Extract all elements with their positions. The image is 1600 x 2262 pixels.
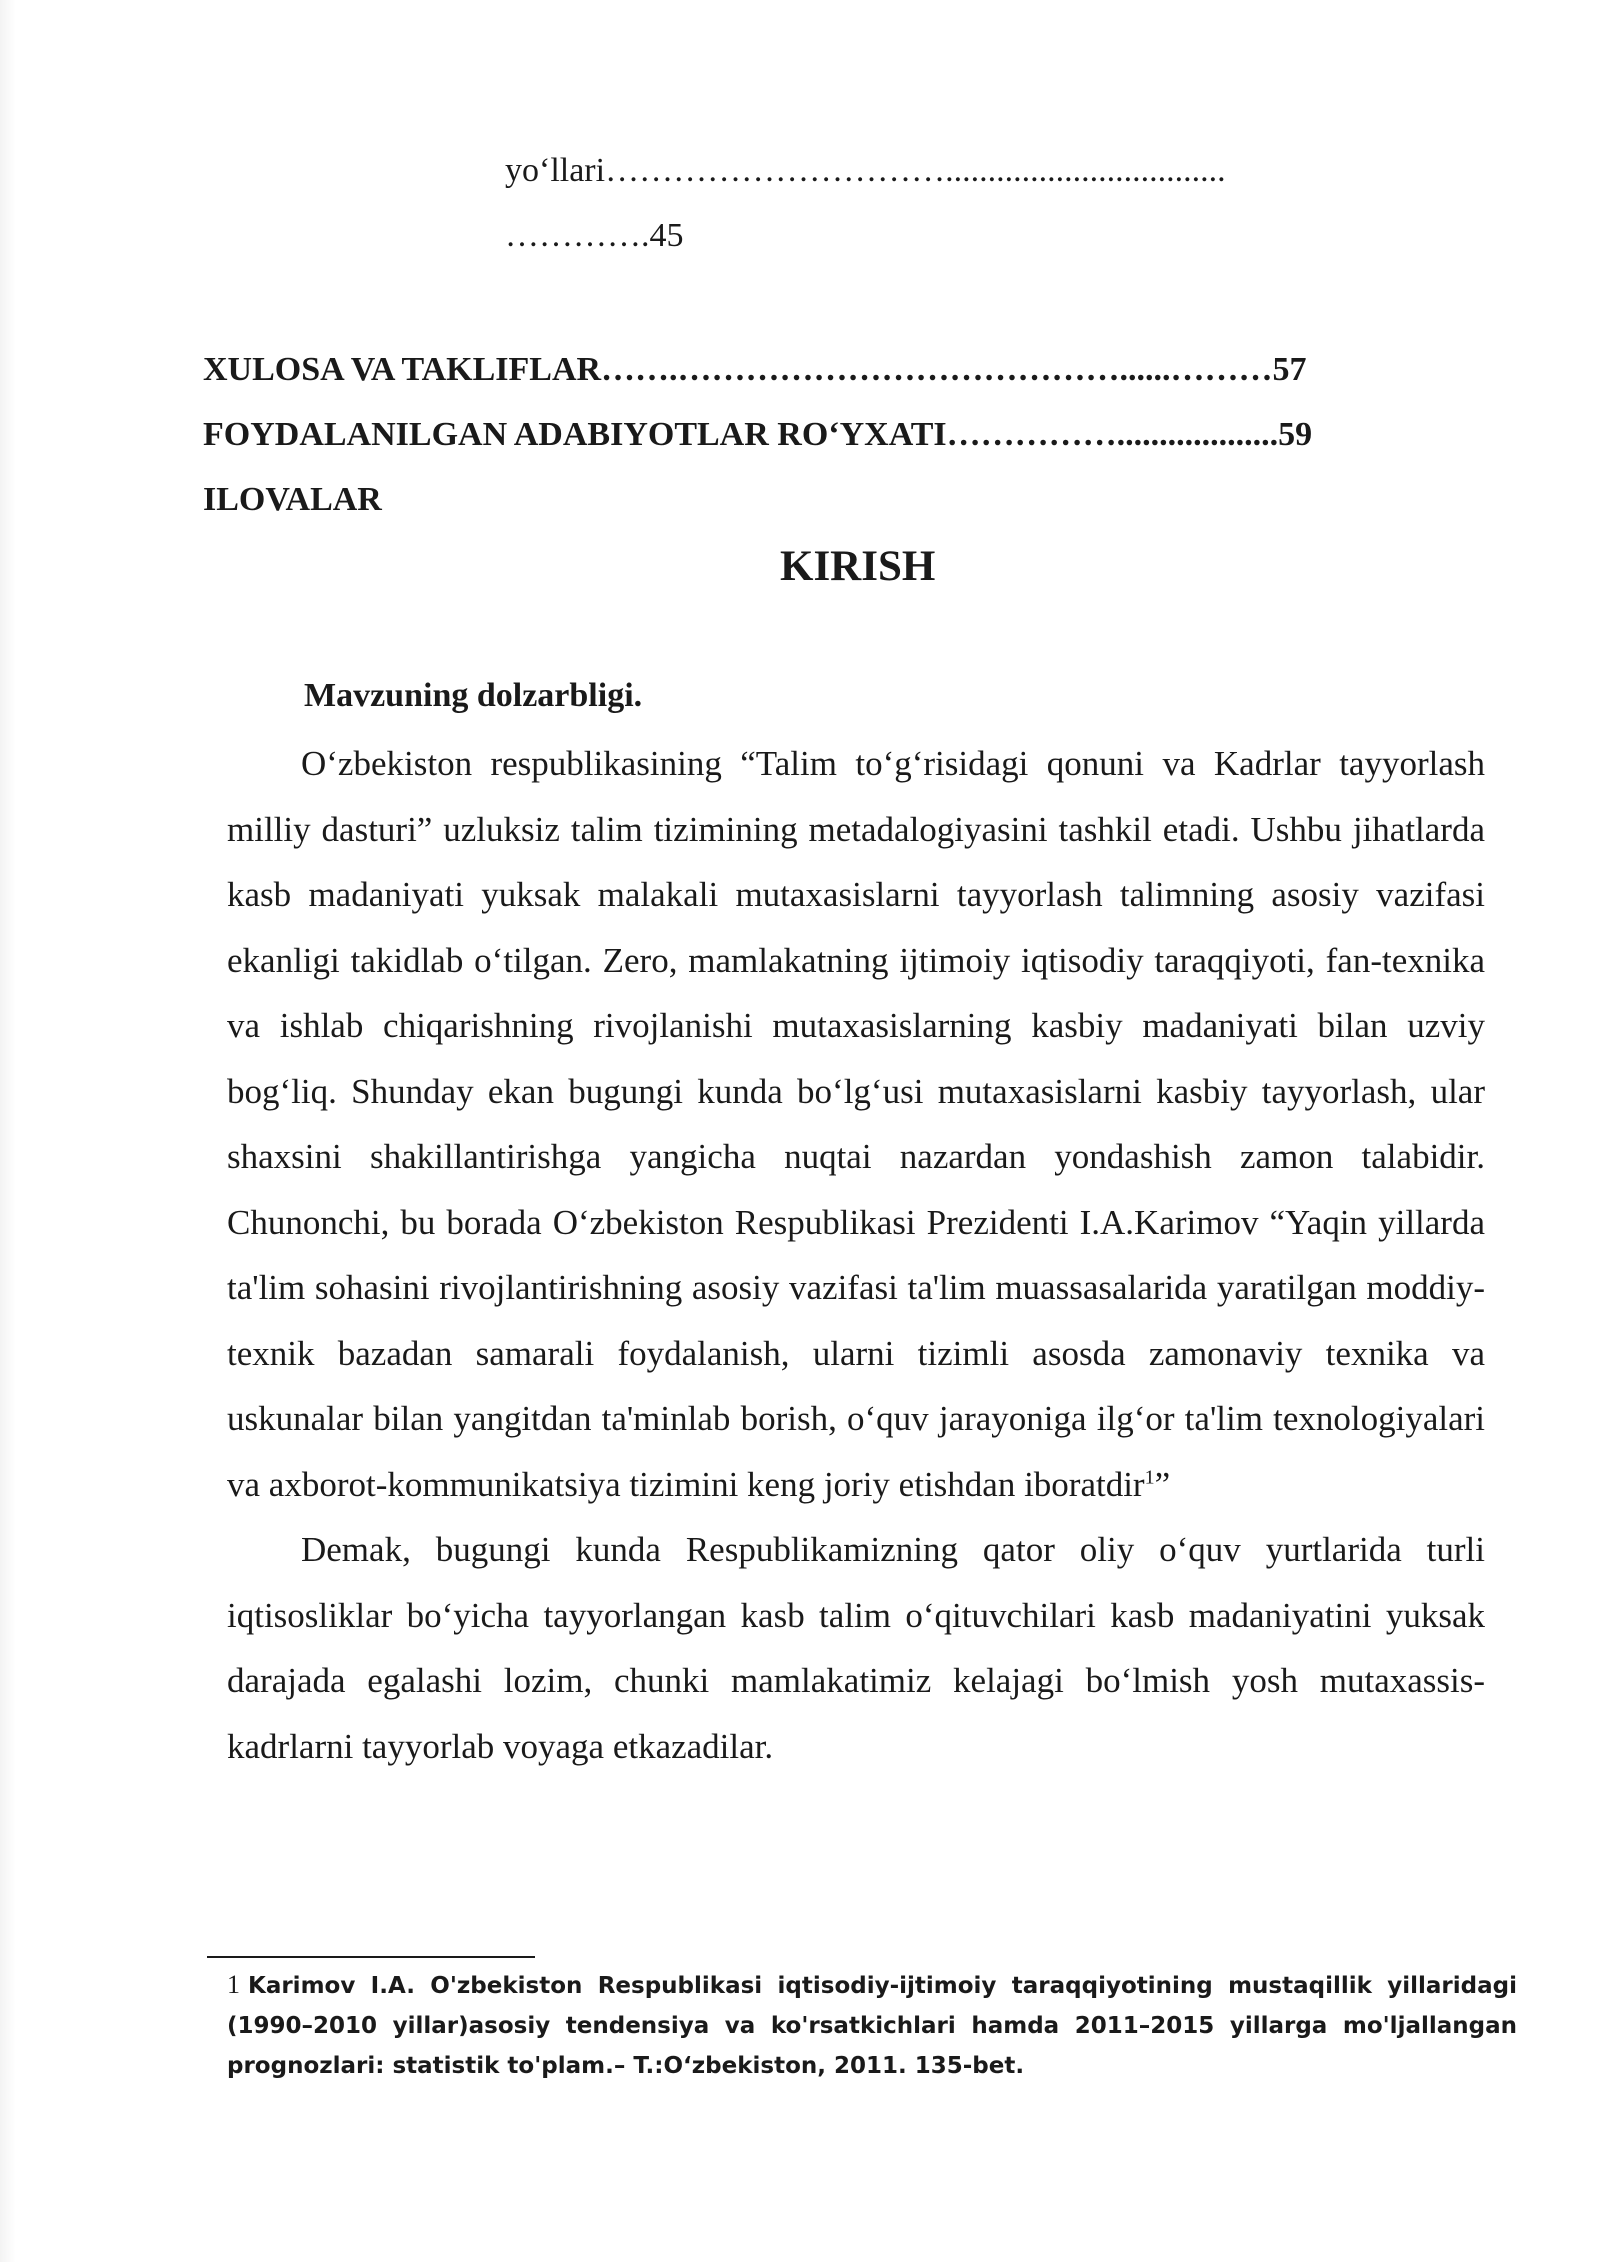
paragraph-1-text: O‘zbekiston respublikasining “Talim to‘g‘risidagi qonuni va Kadrlar tayyorlash milliy dasturi” uzluksiz talim tizimining metadalogiyasini tashkil etadi. Ushbu jihatlarda kasb madaniyati yuksak malakali mutaxasislarni tayyorlash talimning asosiy vazifasi ekanligi takidlab o‘tilgan. Zero, mamlakatning ijtimoiy iqtisodiy taraqqiyoti, fan-texnika va ishlab chiqarishning rivojlanishi mutaxasislarning kasbiy madaniyati bilan uzviy bog‘liq. Shunday ekan bugungi kunda bo‘lg‘usi mutaxasislarni kasbiy tayyorlash, ular shaxsini shakillantirishga yangicha nuqtai nazardan yondashish zamon talabidir. Chunonchi, bu borada O‘zbekiston Respublikasi Prezidenti I.A.Karimov “Yaqin yillarda ta'lim sohasini rivojlantirishning asosiy vazifasi ta'lim muassasalarida yaratilgan moddiy-texnik bazadan samarali foydalanish, ularni tizimli asosda zamonaviy texnika va uskunalar bilan yangitdan ta'minlab borish, o‘quv jarayoniga ilg‘or ta'lim texnologiyalari va axborot-kommunikatsiya tizimini keng joriy etishdan iboratdir xyxy=(227,744,1485,1504)
footnote xyxy=(227,1965,1517,2086)
toc-item-appendices: ILOVALAR xyxy=(203,481,382,518)
paragraph-1 xyxy=(227,731,1485,1517)
toc-item-references: FOYDALANILGAN ADABIYOTLAR RO‘YXATI……………...................59 xyxy=(203,416,1313,453)
section-subheading: Mavzuning dolzarbligi. xyxy=(304,677,643,714)
footnote-separator xyxy=(207,1956,535,1958)
paragraph-2: Demak, bugungi kunda Respublikamizning qator oliy o‘quv yurtlarida turli iqtisosliklar bo‘yicha tayyorlangan kasb talim o‘qituvchilari kasb madaniyatini yuksak darajada egalashi lozim, chunki mamlakatimiz kelajagi bo‘lmish yosh mutaxassis-kadrlarni tayyorlab voyaga etkazadilar. xyxy=(227,1530,1485,1766)
footnote-number: 1 xyxy=(227,1970,240,1999)
toc-continuation-line-2: ………….45 xyxy=(505,217,684,254)
footnote-text: Karimov I.A. O'zbekiston Respublikasi iqtisodiy-ijtimoiy taraqqiyotining mustaqillik yillaridagi (1990–2010 yillar)asosiy tendensiya va ko'rsatkichlari hamda 2011–2015 yillarga mo'ljallangan prognozlari: statistik to'plam.– T.:O‘zbekiston, 2011. 135-bet. xyxy=(227,1973,1517,2079)
main-text xyxy=(227,731,1485,1779)
toc-item-conclusions: XULOSA VA TAKLIFLAR…….…………………………………......………57 xyxy=(203,351,1307,388)
page-edge-shadow xyxy=(0,0,16,2262)
toc-continuation-line-1: yo‘llari…………………………................................. xyxy=(505,152,1226,189)
closing-quote: ” xyxy=(1154,1464,1171,1504)
section-heading: KIRISH xyxy=(780,543,936,590)
footnote-reference[interactable]: 1 xyxy=(1144,1465,1155,1488)
